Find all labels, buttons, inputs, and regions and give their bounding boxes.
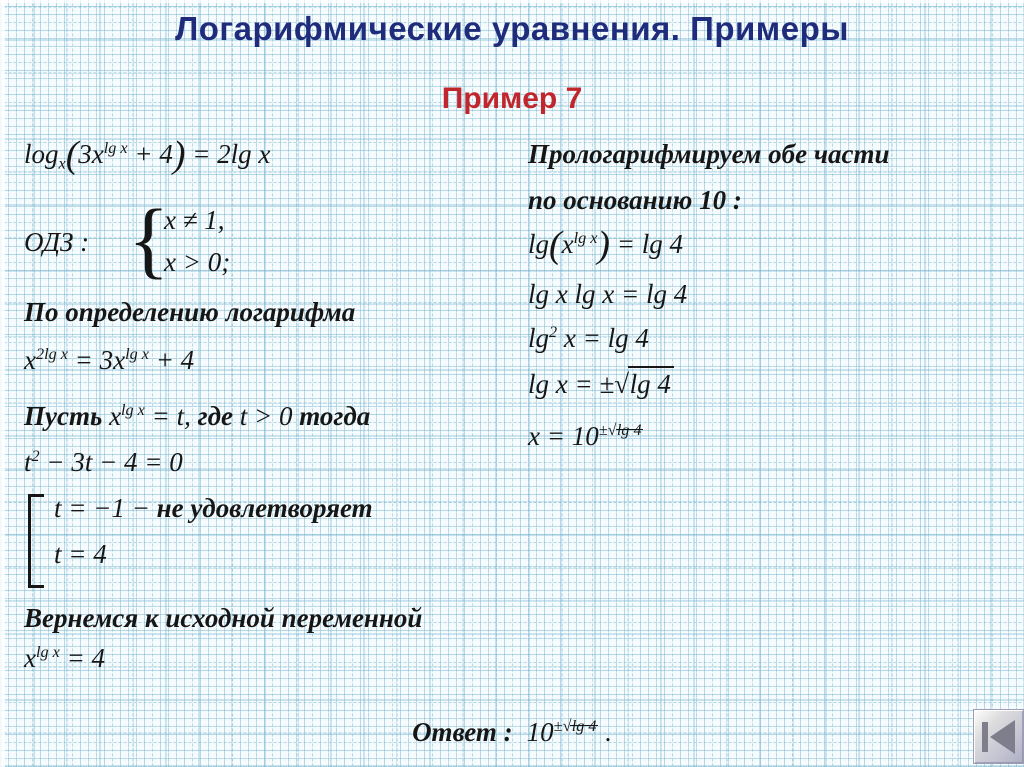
odz-condition-1: x ≠ 1, (164, 205, 225, 235)
odz-condition-2: x > 0; (164, 247, 231, 277)
formula-lg-applied: $\lg(x^{lg x}) = \lg 4$ (528, 223, 683, 266)
square-bracket-icon (28, 494, 44, 588)
example-subtitle: Пример 7 (441, 82, 583, 115)
skip-to-start-icon (982, 720, 1015, 754)
formula-x-result: $x = 10^{\pm √ lg 4}$ (528, 421, 642, 451)
case-t-4: t = 4 (54, 539, 107, 569)
curly-brace-icon: { (128, 191, 170, 287)
formula-quadratic: $t^2 - 3t - 4 = 0$ (24, 447, 183, 477)
page-title: Логарифмические уравнения. Примеры (175, 10, 849, 47)
return-text: Вернемся к исходной переменной (24, 603, 423, 633)
answer-value: $10^{\pm √ lg 4}$ . (526, 717, 612, 747)
skip-to-start-button[interactable] (973, 709, 1024, 764)
odz-domain-block (24, 191, 324, 290)
formula-original-equation: $\log_x(3x^{lg x} + 4) = 2\lg$ x (24, 133, 271, 176)
logarithm-both-sides-text-1: Прологарифмируем обе части (528, 139, 890, 169)
slide-top-edge (0, 0, 1024, 3)
formula-lg-squared: $\lg^2 x = \lg 4$ (528, 323, 649, 353)
formula-by-definition: $x^{2lg x} = 3x^{lg x} + 4$ (24, 345, 195, 375)
substitution-line: Пусть $x^{lg x} = t$, где t > 0 тогда (24, 401, 371, 431)
answer-label: Ответ : (412, 717, 513, 747)
formula-back-substitution: $x^{lg x} = 4$ (24, 643, 106, 673)
case-t-minus-1: t = −1 − не удовлетворяет (54, 493, 373, 523)
formula-lgx-lgx: lg x lg x = lg 4 (528, 279, 688, 309)
formula-lg-sqrt: lg x = ± √ lg 4 (528, 366, 674, 400)
odz-label: ОДЗ : (24, 227, 90, 257)
definition-text: По определению логарифма (24, 297, 356, 327)
solution-cases-block (26, 492, 486, 588)
logarithm-both-sides-text-2: по основанию 10 : (528, 185, 742, 215)
answer-line (0, 716, 1024, 748)
